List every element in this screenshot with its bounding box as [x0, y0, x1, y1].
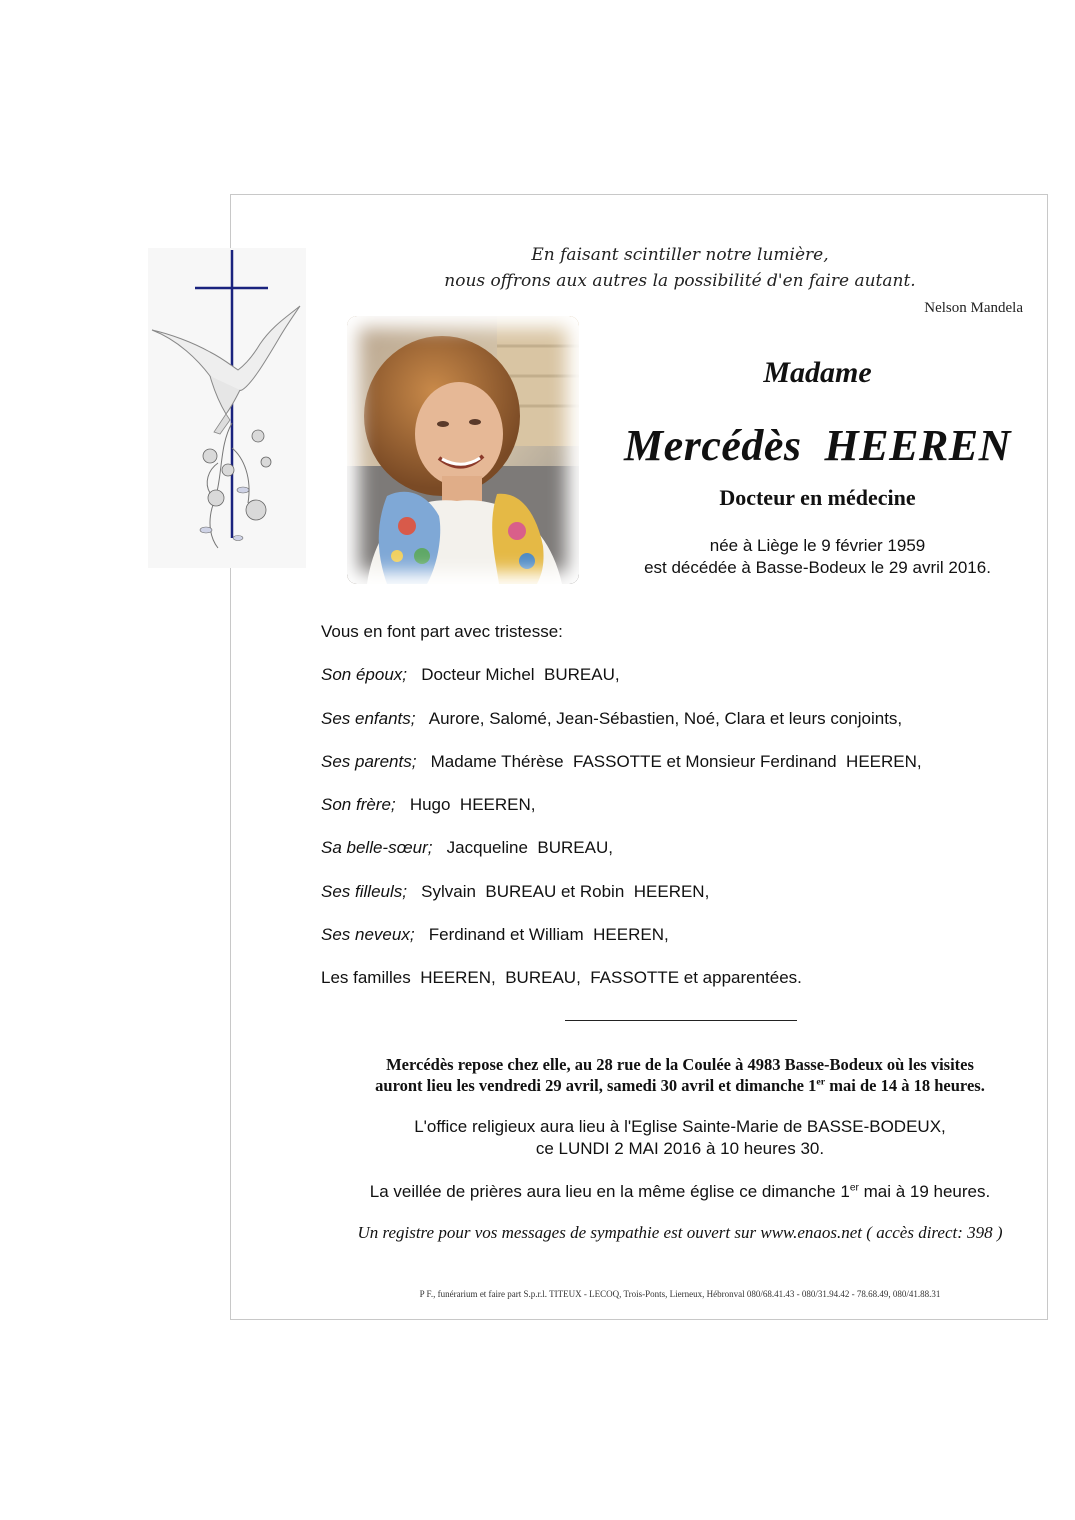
- relation-names: Madame Thérèse FASSOTTE et Monsieur Ferdinand HEEREN,: [430, 751, 922, 771]
- family-closing: Les familles HEEREN, BUREAU, FASSOTTE et apparentées.: [321, 968, 802, 988]
- relation-names: Sylvain BUREAU et Robin HEEREN,: [421, 881, 710, 901]
- relation-role: Ses neveux;: [321, 925, 415, 945]
- deceased-name: Mercédès HEEREN: [624, 421, 1011, 470]
- visit-line-2-end: mai de 14 à 18 heures.: [825, 1076, 985, 1095]
- vigil-ordinal: er: [849, 1182, 859, 1194]
- visit-info: [330, 1054, 1030, 1096]
- visit-line-2: [330, 1075, 1030, 1096]
- quote-author: Nelson Mandela: [924, 300, 1023, 316]
- relation-names: Hugo HEEREN,: [409, 795, 536, 815]
- relation-role: Sa belle-sœur;: [321, 838, 433, 858]
- office-line-1: L'office religieux aura lieu à l'Eglise Sainte-Marie de BASSE-BODEUX,: [414, 1117, 946, 1136]
- visit-line-1: Mercédès repose chez elle, au 28 rue de la Coulée à 4983 Basse-Bodeux où les visites: [386, 1055, 974, 1074]
- life-dates: [600, 535, 1035, 579]
- relation-names: Ferdinand et William HEEREN,: [428, 925, 669, 945]
- relation-role: Ses enfants;: [321, 708, 416, 728]
- portrait-photo: [347, 316, 579, 584]
- deceased-title: Docteur en médecine: [719, 485, 916, 510]
- office-line-2: ce LUNDI 2 MAI 2016 à 10 heures 30.: [535, 1139, 825, 1158]
- epigraph-quote: [420, 242, 940, 294]
- list-item: [321, 663, 1021, 706]
- vigil-text-end: mai à 19 heures.: [858, 1182, 991, 1201]
- funeral-home-footer: P F., funérarium et faire part S.p.r.l. TITEUX - LECOQ, Trois-Ponts, Lierneux, Hébronval 080/68.41.43 - 080/31.94.42 - 78.68.49, 080/41.88.31: [419, 1289, 941, 1299]
- relation-names: Docteur Michel BUREAU,: [421, 665, 620, 685]
- relation-names: Aurore, Salomé, Jean-Sébastien, Noé, Clara et leurs conjoints,: [428, 708, 903, 728]
- quote-line-1: En faisant scintiller notre lumière,: [531, 245, 829, 265]
- quote-line-2: nous offrons aux autres la possibilité d'en faire autant.: [444, 271, 916, 291]
- condolence-register: Un registre pour vos messages de sympathie est ouvert sur www.enaos.net ( accès direct: 398 ): [357, 1223, 1003, 1242]
- list-item: [321, 750, 1021, 793]
- relation-role: Son époux;: [321, 665, 408, 685]
- list-item: [321, 923, 1021, 966]
- honorific: Madame: [763, 356, 872, 389]
- list-item: [321, 836, 1021, 879]
- vigil-text: La veillée de prières aura lieu en la même église ce dimanche 1: [369, 1182, 850, 1201]
- cross-dove-illustration: [148, 248, 306, 568]
- list-item: [321, 793, 1021, 836]
- family-list: [321, 620, 1021, 1010]
- family-intro: Vous en font part avec tristesse:: [321, 622, 563, 641]
- visit-ordinal: er: [816, 1076, 826, 1088]
- visit-line-2-text: auront lieu les vendredi 29 avril, samedi 30 avril et dimanche 1: [375, 1076, 817, 1095]
- funeral-service-info: [330, 1116, 1030, 1160]
- relation-role: Ses filleuls;: [321, 881, 407, 901]
- list-item: [321, 707, 1021, 750]
- portrait-image: [347, 316, 579, 584]
- list-item: [321, 880, 1021, 923]
- cross-dove-icon: [148, 248, 306, 568]
- birth-line: née à Liège le 9 février 1959: [709, 536, 926, 555]
- death-line: est décédée à Basse-Bodeux le 29 avril 2016.: [644, 558, 991, 577]
- relation-role: Ses parents;: [321, 751, 417, 771]
- section-divider: [565, 1020, 797, 1021]
- relation-names: Jacqueline BUREAU,: [446, 838, 613, 858]
- relation-role: Son frère;: [321, 795, 396, 815]
- vigil-info: [330, 1181, 1030, 1203]
